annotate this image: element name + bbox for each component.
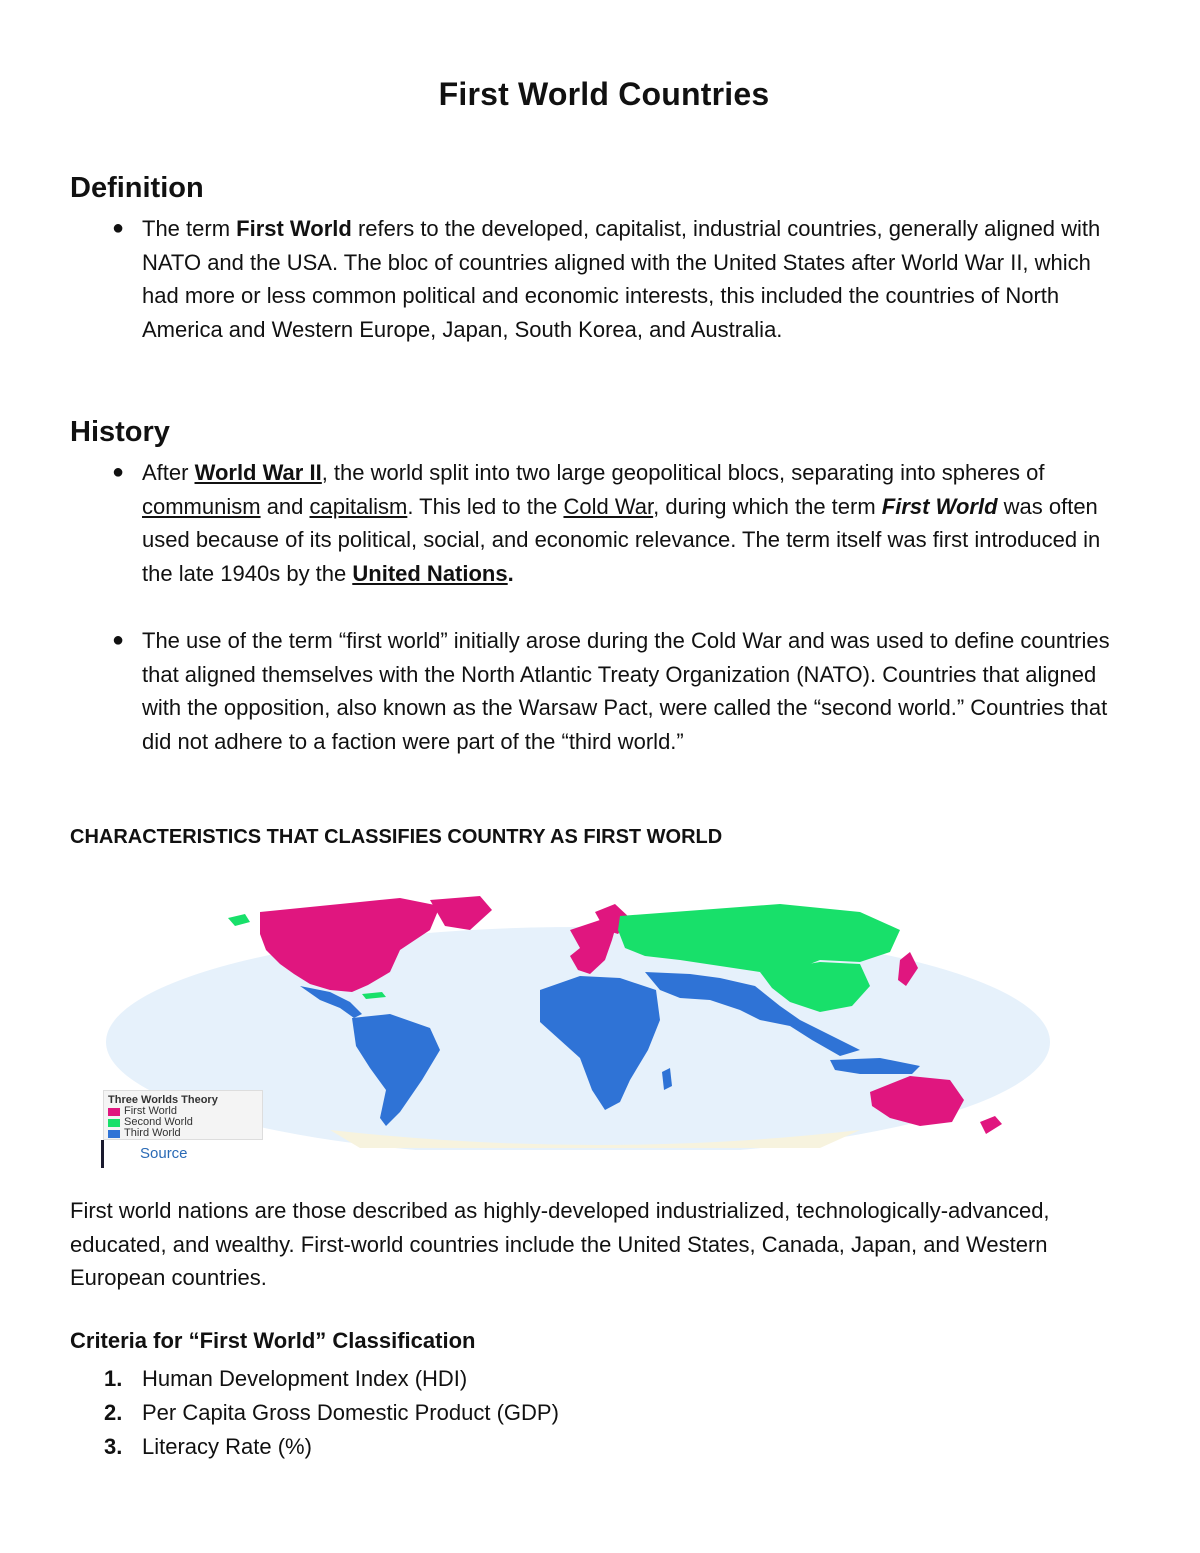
- list-number: 3.: [104, 1434, 123, 1459]
- definition-text-2: refers to the developed, capitalist, industrial countries, generally aligned with NATO and the USA. The bloc of countries aligned with the United States after World War II, which had more or less common political and economic interests, this included the countries of North America and Western Europe, Japan, South Korea, and Australia.: [142, 216, 1101, 342]
- history-text: . This led to the: [407, 493, 564, 519]
- list-text: Literacy Rate (%): [142, 1434, 312, 1459]
- characteristics-heading: CHARACTERISTICS THAT CLASSIFIES COUNTRY AS FIRST WORLD: [70, 826, 723, 848]
- list-item: [104, 1362, 559, 1396]
- history-bullet-2: [112, 624, 1122, 758]
- criteria-list: [104, 1362, 559, 1464]
- link-cold-war[interactable]: Cold War: [563, 493, 654, 519]
- legend-label: Third World: [124, 1127, 181, 1139]
- arctic-second-world: [228, 914, 250, 926]
- legend-label: First World: [124, 1105, 177, 1117]
- history-heading: History: [70, 416, 170, 448]
- list-number: 2.: [104, 1400, 123, 1425]
- history-bullet-1: [112, 456, 1122, 590]
- history-italic-term: First World: [881, 493, 998, 519]
- source-divider: [101, 1140, 104, 1168]
- link-communism[interactable]: communism: [142, 493, 261, 519]
- definition-bold-term: First World: [236, 216, 352, 241]
- history-text: , during which the term: [653, 493, 882, 519]
- history-text: and: [260, 493, 310, 519]
- map-legend: [103, 1090, 263, 1140]
- link-capitalism[interactable]: capitalism: [309, 493, 408, 519]
- history-text-2: The use of the term “first world” initially arose during the Cold War and was used to define countries that aligned themselves with the North Atlantic Treaty Organization (NATO). Countries that aligned with the opposition, also known as the Warsaw Pact, were called the “second world.” Countries that did not adhere to a faction were part of the “third world.”: [142, 628, 1110, 754]
- history-text: After: [142, 460, 195, 485]
- bullet-icon: ●: [112, 461, 125, 483]
- greenland: [430, 896, 492, 930]
- list-text: Human Development Index (HDI): [142, 1366, 468, 1391]
- link-united-nations[interactable]: United Nations: [352, 560, 508, 586]
- history-text: was often used because of its political, social, and economic relevance. The term itself was first introduced in the late 1940s by the: [142, 493, 1101, 586]
- page-title: First World Countries: [438, 76, 770, 112]
- new-zealand: [980, 1116, 1002, 1134]
- list-text: Per Capita Gross Domestic Product (GDP): [142, 1400, 559, 1425]
- list-item: [104, 1430, 559, 1464]
- criteria-heading: Criteria for “First World” Classification: [70, 1328, 476, 1353]
- source-link-wrap: [101, 1140, 188, 1168]
- definition-heading: Definition: [70, 172, 204, 204]
- source-link[interactable]: Source: [140, 1144, 188, 1162]
- list-item: [104, 1396, 559, 1430]
- link-world-war-ii[interactable]: World War II: [194, 460, 322, 485]
- legend-swatch: [108, 1119, 120, 1127]
- legend-swatch: [108, 1108, 120, 1116]
- history-text: .: [507, 560, 514, 586]
- history-text: , the world split into two large geopolitical blocs, separating into spheres of: [321, 460, 1045, 485]
- bullet-icon: ●: [112, 629, 125, 651]
- definition-bullet: [112, 212, 1122, 346]
- bullet-icon: ●: [112, 217, 125, 239]
- definition-text-1: The term: [142, 216, 237, 241]
- legend-label: Second World: [124, 1116, 193, 1128]
- legend-item-third-world: [108, 1128, 258, 1139]
- legend-swatch: [108, 1130, 120, 1138]
- legend-title: Three Worlds Theory: [108, 1094, 218, 1106]
- list-number: 1.: [104, 1366, 123, 1391]
- summary-paragraph: First world nations are those described as highly-developed industrialized, technologically-advanced, educated, and wealthy. First-world countries include the United States, Canada, Japan, and Western European countries.: [70, 1198, 1050, 1290]
